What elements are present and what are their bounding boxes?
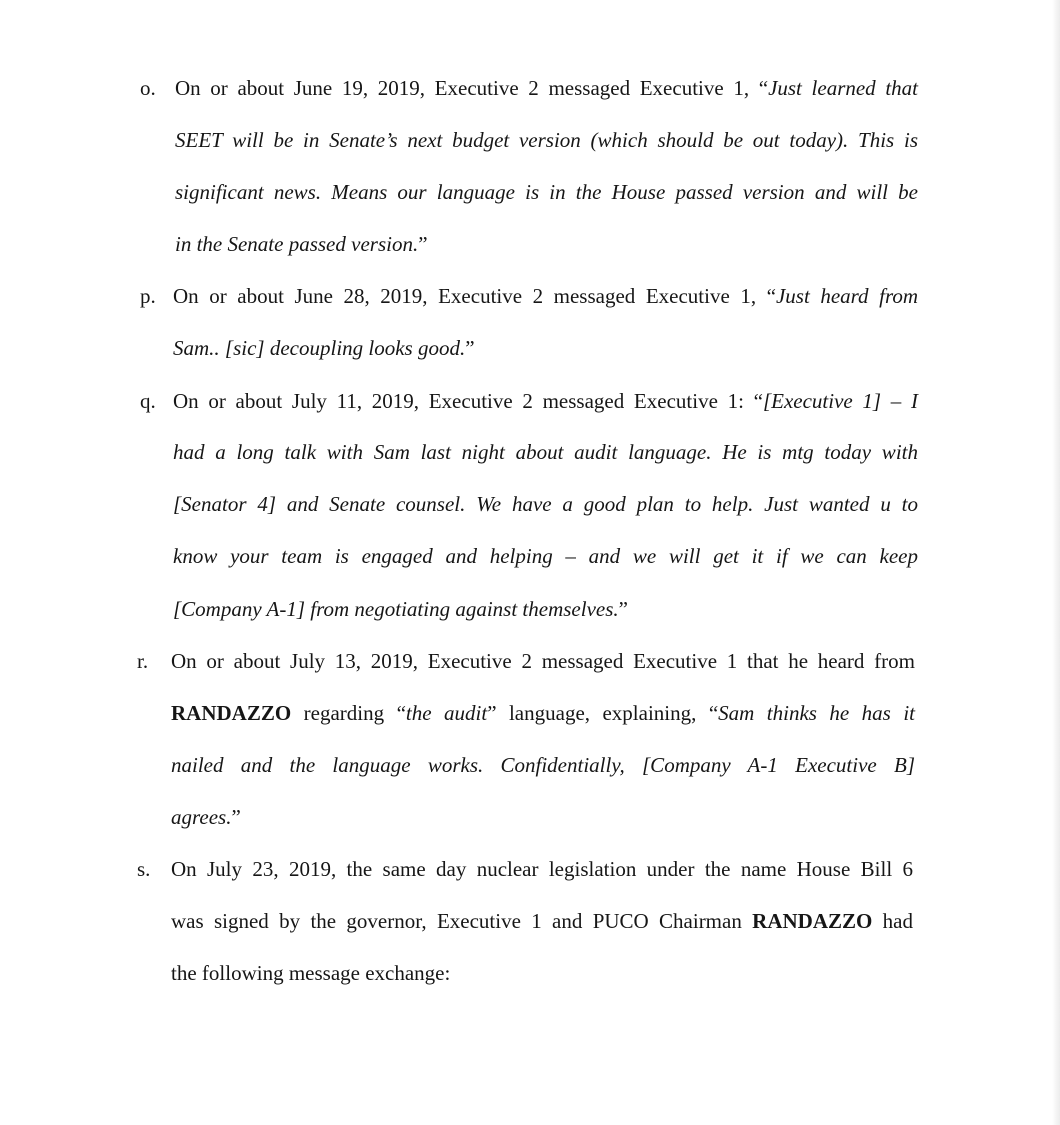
text-segment: ” xyxy=(618,597,628,621)
text-segment: On or about June 28, 2019, Executive 2 messaged Executive 1, “ xyxy=(173,284,776,308)
text-segment: the following message exchange: xyxy=(171,961,451,985)
quote-segment: Sam thinks he has it xyxy=(718,701,915,725)
quote-segment: in the Senate passed version. xyxy=(175,232,419,256)
quote-segment: significant news. Means our language is in the House passed version and will be xyxy=(175,180,918,204)
text-segment: was signed by the governor, Executive 1 and PUCO Chairman xyxy=(171,909,753,933)
quote-segment: Just heard from xyxy=(775,284,918,308)
text-line xyxy=(171,635,915,687)
page-edge-shadow xyxy=(1052,0,1060,1125)
text-line xyxy=(173,530,918,582)
item-marker: r. xyxy=(137,649,149,673)
quote-segment: agrees. xyxy=(171,805,232,829)
quote-segment: know your team is engaged and helping – and we will get it if we can keep xyxy=(173,544,918,568)
name-segment: RANDAZZO xyxy=(171,701,292,725)
text-line xyxy=(171,791,241,843)
text-line xyxy=(175,166,918,218)
text-segment: On or about July 13, 2019, Executive 2 messaged Executive 1 that he heard from xyxy=(171,649,915,673)
text-line xyxy=(171,843,913,895)
text-segment: ” xyxy=(231,805,241,829)
quote-segment: nailed and the language works. Confidentially, [Company A-1 Executive B] xyxy=(171,753,915,777)
quote-segment: Just learned that xyxy=(768,76,919,100)
text-segment: ” language, explaining, “ xyxy=(487,701,719,725)
quote-segment: [Senator 4] and Senate counsel. We have a good plan to help. Just wanted u to xyxy=(173,492,918,516)
quote-segment: had a long talk with Sam last night about audit language. He is mtg today with xyxy=(173,440,918,464)
text-line xyxy=(175,218,428,270)
text-segment: On July 23, 2019, the same day nuclear legislation under the name House Bill 6 xyxy=(171,857,913,881)
text-line xyxy=(173,270,918,322)
quote-segment: Sam.. [sic] decoupling looks good. xyxy=(173,336,466,360)
text-line xyxy=(171,739,915,791)
text-line xyxy=(171,947,450,999)
text-line xyxy=(171,895,913,947)
text-segment: regarding “ xyxy=(291,701,406,725)
text-line xyxy=(173,375,918,427)
text-line xyxy=(173,426,918,478)
text-segment: On or about June 19, 2019, Executive 2 messaged Executive 1, “ xyxy=(175,76,769,100)
text-line xyxy=(173,583,628,635)
item-marker: p. xyxy=(140,284,156,308)
quote-segment: SEET will be in Senate’s next budget version (which should be out today). This is xyxy=(175,128,918,152)
name-segment: RANDAZZO xyxy=(752,909,873,933)
item-marker: q. xyxy=(140,389,156,413)
text-line xyxy=(175,114,918,166)
quote-segment: [Executive 1] – I xyxy=(762,389,918,413)
quote-segment: [Company A-1] from negotiating against themselves. xyxy=(173,597,619,621)
text-segment: had xyxy=(872,909,913,933)
item-marker: o. xyxy=(140,76,156,100)
text-line xyxy=(173,478,918,530)
quote-segment: the audit xyxy=(405,701,488,725)
item-marker: s. xyxy=(137,857,151,881)
text-line xyxy=(175,62,918,114)
text-segment: ” xyxy=(418,232,428,256)
text-segment: ” xyxy=(465,336,475,360)
text-line xyxy=(173,322,475,374)
text-line xyxy=(171,687,915,739)
text-segment: On or about July 11, 2019, Executive 2 messaged Executive 1: “ xyxy=(173,389,763,413)
